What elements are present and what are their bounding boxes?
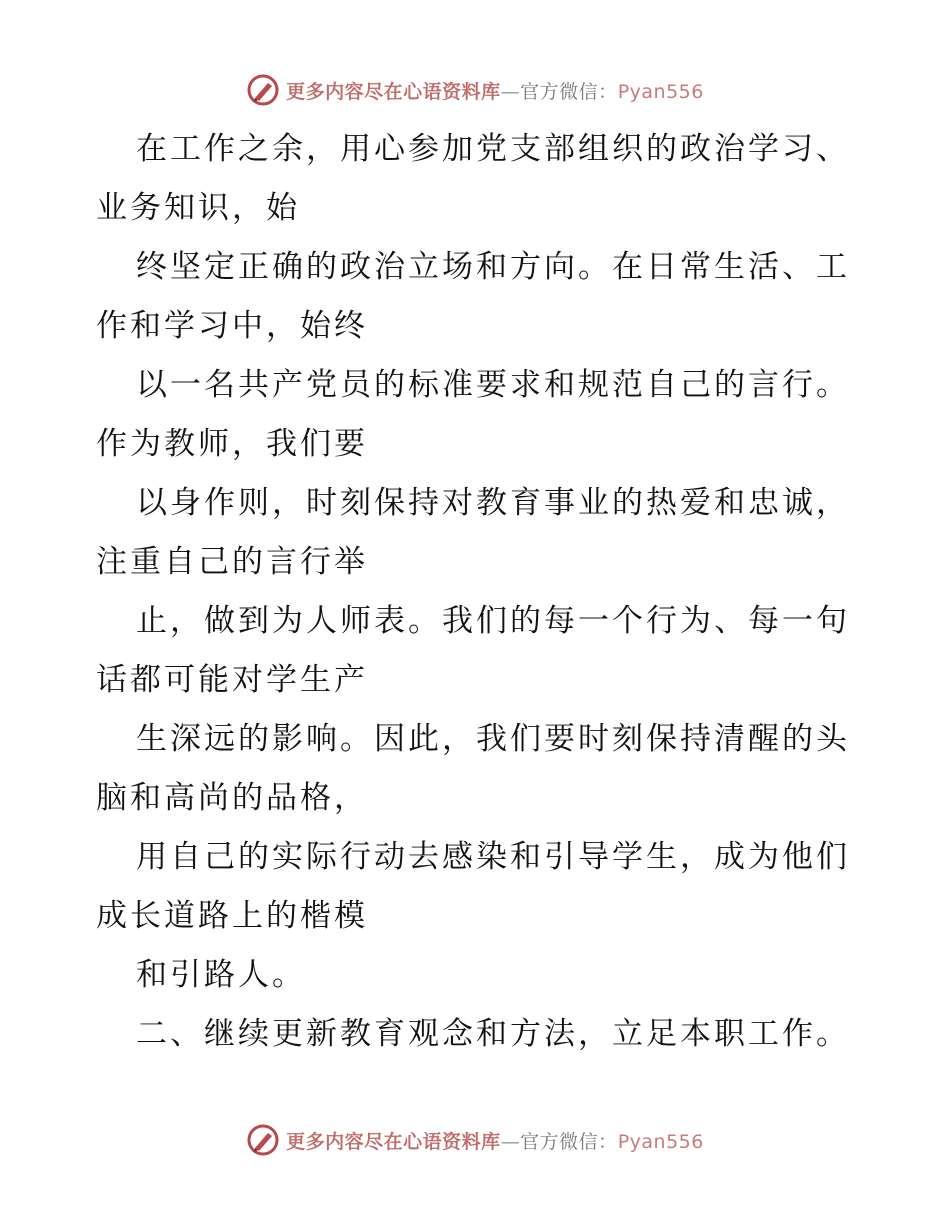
text-line: 用自己的实际行动去感染和引导学生，成为他们: [136, 839, 850, 875]
text-line: 话都可能对学生产: [96, 662, 368, 698]
pen-logo-icon: [246, 73, 280, 107]
watermark-brand: 更多内容尽在心语资料库: [286, 1130, 501, 1153]
text-line: 作和学习中，始终: [96, 308, 368, 344]
text-line: 作为教师，我们要: [96, 426, 368, 462]
text-line: 终坚定正确的政治立场和方向。在日常生活、工: [136, 249, 850, 285]
text-line: 和引路人。: [136, 957, 306, 993]
text-line: 注重自己的言行举: [96, 544, 368, 580]
watermark-text: [286, 1127, 704, 1154]
footer-watermark: [0, 1120, 950, 1160]
watermark-separator: —: [500, 1130, 521, 1153]
text-line: 业务知识，始: [96, 190, 300, 226]
text-line: 生深远的影响。因此，我们要时刻保持清醒的头: [136, 721, 850, 757]
text-line: 成长道路上的楷模: [96, 898, 368, 934]
text-line: 止，做到为人师表。我们的每一个行为、每一句: [136, 603, 850, 639]
watermark-brand: 更多内容尽在心语资料库: [286, 80, 501, 103]
text-line: 脑和高尚的品格，: [96, 780, 368, 816]
watermark-separator: —: [500, 80, 521, 103]
watermark-text: [286, 77, 704, 104]
text-line: 在工作之余，用心参加党支部组织的政治学习、: [136, 131, 850, 167]
watermark-wechat-id: Pyan556: [617, 80, 704, 103]
text-line: 二、继续更新教育观念和方法，立足本职工作。: [136, 1016, 850, 1052]
watermark-wechat-id: Pyan556: [617, 1130, 704, 1153]
watermark-label: 官方微信：: [520, 80, 618, 103]
watermark-label: 官方微信：: [520, 1130, 618, 1153]
document-body: [96, 120, 856, 1064]
pen-logo-icon: [246, 1123, 280, 1157]
text-line: 以一名共产党员的标准要求和规范自己的言行。: [136, 367, 850, 403]
header-watermark: [0, 70, 950, 110]
text-line: 以身作则，时刻保持对教育事业的热爱和忠诚，: [136, 485, 850, 521]
